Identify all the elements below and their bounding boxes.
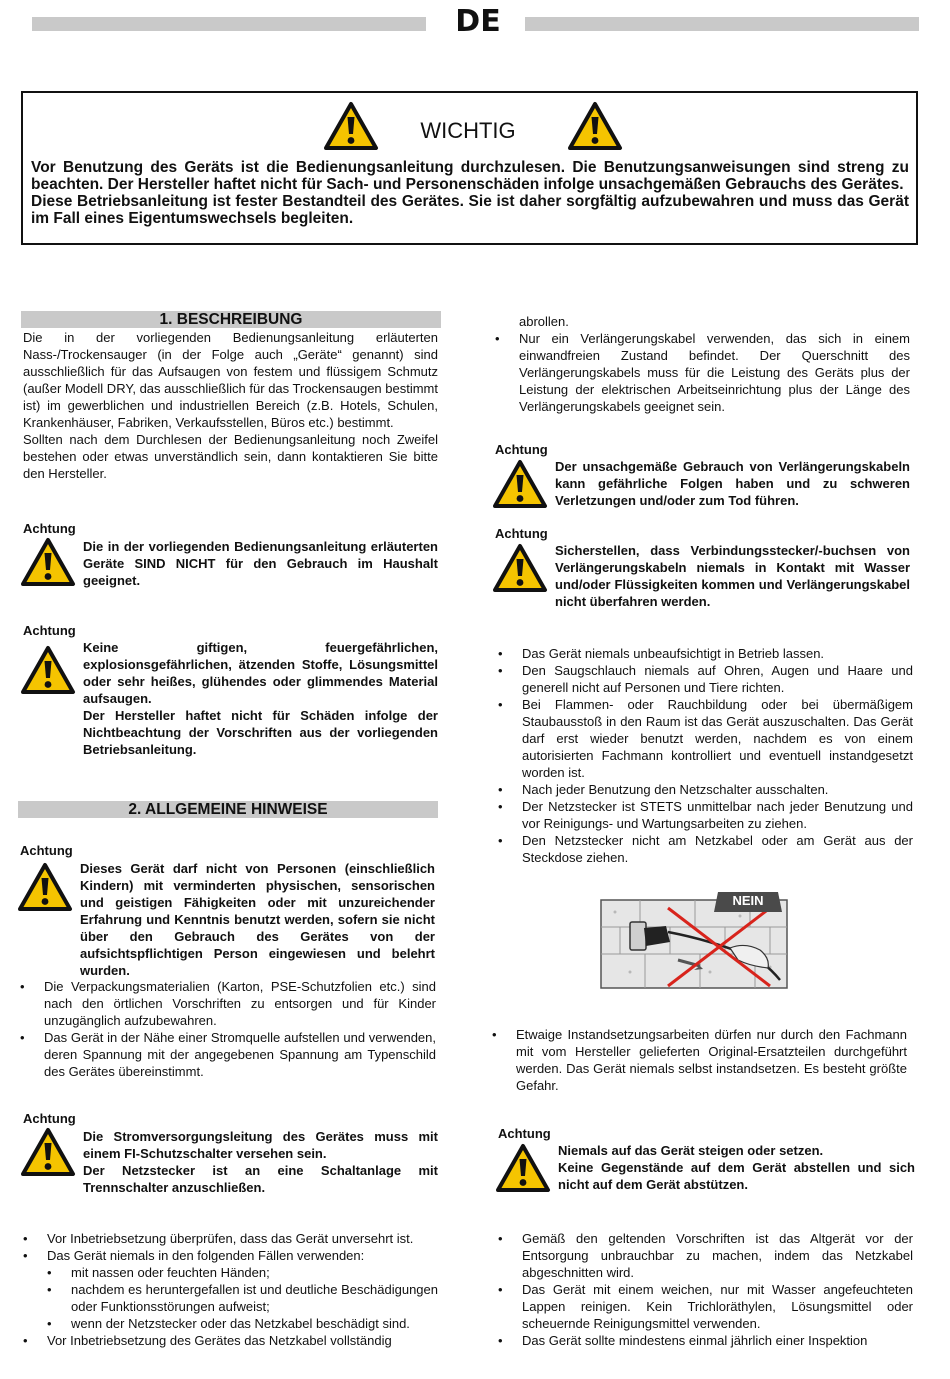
caution-text: [555, 542, 910, 610]
sub-list-item: • mit nassen oder feuchten Händen;: [21, 1264, 438, 1281]
caution-text: [555, 458, 910, 509]
paragraph: Sicherstellen, dass Verbindungsstecker/-buchsen von Verlängerungskabeln niemals in Kontakt mit Wasser und/oder Flüssigkeiten kommen und Verlängerungskabel nicht überfahren werden.: [555, 543, 910, 609]
paragraph: Dieses Gerät darf nicht von Personen (einschließlich Kindern) mit verminderten physischen, sensorischen und geistigen Fähigkeiten oder mit unzureichender Erfahrung und Kenntnis benutzt werden, sofern sie nicht über den Gebrauch des Gerätes von der aufsichtspflichtigen Person eingewiesen und belehrt wurden.: [80, 861, 435, 978]
list-item: • Etwaige Instandsetzungsarbeiten dürfen nur durch den Fachmann mit vom Hersteller gelieferten Original-Ersatzteilen durchgeführt werden. Das Gerät niemals selbst instandsetzen. Es besteht größte Gefahr.: [490, 1026, 907, 1094]
language-code: DE: [455, 4, 501, 39]
list-item: • Das Gerät mit einem weichen, nur mit Wasser angefeuchteten Lappen reinigen. Kein Trichloräthylen, Lösungsmittel oder scheuernde Reinigungsmittel verwenden.: [496, 1281, 913, 1332]
list-item: • Nur ein Verlängerungskabel verwenden, das sich in einem einwandfreien Zustand befindet. Der Querschnitt des Verlängerungskabels muss für die Leistung des Geräts plus der Leistung der elektrischen Arbeitseinrichtung plus der Länge des Verlängerungskabels geeignet sein.: [493, 330, 910, 415]
warning-icon: [20, 645, 76, 695]
list-item: • Gemäß den geltenden Vorschriften ist das Altgerät vor der Entsorgung unbrauchbar zu machen, indem das Netzkabel abgeschnitten wird.: [496, 1230, 913, 1281]
paragraph: Die Stromversorgungsleitung des Gerätes muss mit einem FI-Schutzschalter versehen sein.: [83, 1129, 438, 1161]
list-item: • Vor Inbetriebsetzung überprüfen, dass das Gerät unversehrt ist.: [21, 1230, 438, 1247]
paragraph: Der unsachgemäße Gebrauch von Verlängerungskabeln kann gefährliche Folgen haben und zu schweren Verletzungen und/oder zum Tod führen.: [555, 459, 910, 508]
important-text: [31, 159, 909, 227]
list-item: • Das Gerät niemals in den folgenden Fällen verwenden:: [21, 1247, 438, 1264]
section-heading-general: 2. ALLGEMEINE HINWEISE: [18, 801, 438, 818]
paragraph: Niemals auf das Gerät steigen oder setzen.: [558, 1143, 824, 1158]
caution-label: Achtung: [498, 1126, 551, 1141]
warning-icon: [323, 101, 379, 151]
warning-icon: [567, 101, 623, 151]
important-paragraph: Diese Betriebsanleitung ist fester Bestandteil des Gerätes. Sie ist daher sorgfältig aufzubewahren und muss das Gerät im Fall eines Eigentumswechsels begleiten.: [31, 193, 909, 227]
warning-icon: [492, 543, 548, 593]
paragraph: Der Hersteller haftet nicht für Schäden infolge der Nichtbeachtung der Vorschriften aus der vorliegenden Betriebsanleitung.: [83, 708, 438, 757]
caution-text: [558, 1142, 915, 1193]
paragraph: Sollten nach dem Durchlesen der Bedienungsanleitung noch Zweifel bestehen oder etwas unverständlich sein, dann kontaktieren Sie bitte den Hersteller.: [23, 432, 438, 481]
warning-icon: [20, 1127, 76, 1177]
paragraph: Die in der vorliegenden Bedienungsanleitung erläuterten Geräte SIND NICHT für den Gebrauch im Haushalt geeignet.: [83, 539, 438, 588]
list-item: • Vor Inbetriebsetzung des Gerätes das Netzkabel vollständig: [21, 1332, 438, 1349]
list-item: • Der Netzstecker ist STETS unmittelbar nach jeder Benutzung und vor Reinigungs- und Wartungsarbeiten zu ziehen.: [496, 798, 913, 832]
list-item: • Nach jeder Benutzung den Netzschalter ausschalten.: [496, 781, 913, 798]
list-item: • Den Netzstecker nicht am Netzkabel oder am Gerät aus der Steckdose ziehen.: [496, 832, 913, 866]
warning-icon: [20, 537, 76, 587]
section-heading-description: 1. BESCHREIBUNG: [21, 311, 441, 328]
caution-label: Achtung: [23, 1111, 76, 1126]
caution-label: Achtung: [495, 526, 548, 541]
bullet-list: [21, 1230, 438, 1349]
list-item: • Das Gerät sollte mindestens einmal jährlich einer Inspektion: [496, 1332, 913, 1349]
warning-icon: [492, 459, 548, 509]
bullet-list: [493, 330, 910, 415]
list-item: • Das Gerät niemals unbeaufsichtigt in Betrieb lassen.: [496, 645, 913, 662]
bullet-list: [18, 978, 436, 1080]
description-text: [23, 329, 438, 482]
continued-text: abrollen.: [519, 314, 569, 329]
warning-icon: [495, 1143, 551, 1193]
bullet-list: [496, 1230, 913, 1349]
caution-text: [83, 1128, 438, 1196]
caution-label: Achtung: [20, 843, 73, 858]
header-bar-left: [32, 17, 426, 31]
list-item: • Das Gerät in der Nähe einer Stromquelle aufstellen und verwenden, deren Spannung mit der angegebenen Spannung am Typenschild des Gerätes übereinstimmt.: [18, 1029, 436, 1080]
caution-label: Achtung: [23, 623, 76, 638]
paragraph: Keine giftigen, feuergefährlichen, explosionsgefährlichen, ätzenden Stoffe, Lösungsmittel oder sehr heißes, glühendes oder glimmendes Material aufsaugen.: [83, 640, 438, 706]
paragraph: Der Netzstecker ist an eine Schaltanlage mit Trennschalter anzuschließen.: [83, 1163, 438, 1195]
important-paragraph: Vor Benutzung des Geräts ist die Bedienungsanleitung durchzulesen. Die Benutzungsanweisungen sind streng zu beachten. Der Hersteller haftet nicht für Sach- und Personenschäden infolge unsachgemäßen Gebrauchs des Gerätes.: [31, 159, 909, 193]
caution-text: [83, 538, 438, 589]
list-item: • Den Saugschlauch niemals auf Ohren, Augen und Haare und generell nicht auf Personen und Tiere richten.: [496, 662, 913, 696]
figure-label: NEIN: [732, 893, 764, 908]
header-bar-right: [525, 17, 919, 31]
bullet-list: [496, 645, 913, 866]
paragraph: Keine Gegenstände auf dem Gerät abstellen und sich nicht auf dem Gerät abstützen.: [558, 1160, 915, 1192]
sub-list-item: • wenn der Netzstecker oder das Netzkabel beschädigt sind.: [21, 1315, 438, 1332]
important-notice-box: [21, 91, 918, 245]
paragraph: Die in der vorliegenden Bedienungsanleitung erläuterten Nass-/Trockensauger (in der Folge auch „Geräte“ genannt) sind ausschließlich für das Aufsaugen von festem und flüssigem Schmutz (außer Modell DRY, das ausschließlich für das Trockensaugen bestimmt ist) im gewerblichen und industriellen Bereich (z.B. Hotels, Schulen, Krankenhäuser, Fabriken, Verkaufsstellen, Büros etc.) bestimmt.: [23, 330, 438, 430]
caution-text: [83, 639, 438, 758]
bullet-list: [490, 1026, 907, 1094]
caution-label: Achtung: [23, 521, 76, 536]
list-item: • Die Verpackungsmaterialien (Karton, PSE-Schutzfolien etc.) sind nach den örtlichen Vorschriften zu entsorgen und für Kinder unzugänglich aufzubewahren.: [18, 978, 436, 1029]
caution-text: [80, 860, 435, 979]
sub-list-item: • nachdem es heruntergefallen ist und deutliche Beschädigungen oder Funktionsstörungen aufweist;: [21, 1281, 438, 1315]
unplug-prohibition-figure: [600, 892, 790, 992]
warning-icon: [17, 862, 73, 912]
important-title: WICHTIG: [420, 118, 516, 143]
list-item: • Bei Flammen- oder Rauchbildung oder bei übermäßigem Staubausstoß in den Raum ist das Gerät auszuschalten. Das Gerät darf erst wieder benutzt werden, nachdem es von einem autorisierten Fachmann kontrolliert und eventuell instandgesetzt worden ist.: [496, 696, 913, 781]
caution-label: Achtung: [495, 442, 548, 457]
